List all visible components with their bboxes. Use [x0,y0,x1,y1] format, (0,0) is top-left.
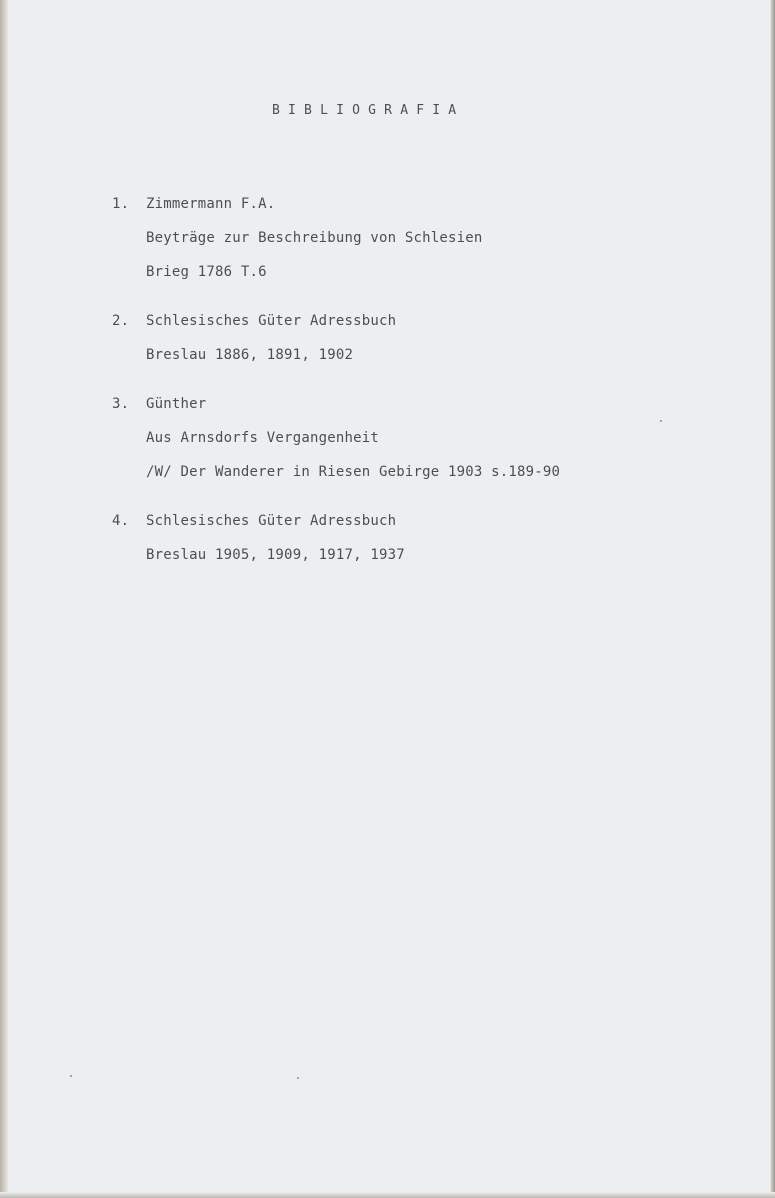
entry-2-title: Schlesisches Güter Adressbuch [146,313,397,329]
entry-1-title: Beyträge zur Beschreibung von Schlesien [146,230,483,246]
page-right-edge [770,0,775,1198]
entry-3-author: Günther [146,396,207,412]
entry-2-number: 2. [112,313,130,329]
paper-speck [70,1075,72,1077]
page-left-edge [0,0,8,1198]
entry-4-number: 4. [112,513,130,529]
entry-3-number: 3. [112,396,130,412]
entry-3-title: Aus Arnsdorfs Vergangenheit [146,430,379,446]
entry-1-publication: Brieg 1786 T.6 [146,264,267,280]
entry-1-author: Zimmermann F.A. [146,196,276,212]
entry-4-title: Schlesisches Güter Adressbuch [146,513,397,529]
entry-2-publication: Breslau 1886, 1891, 1902 [146,347,354,363]
entry-3-source: /W/ Der Wanderer in Riesen Gebirge 1903 s.189-90 [146,464,561,480]
entry-4-publication: Breslau 1905, 1909, 1917, 1937 [146,547,405,563]
page-bottom-edge [0,1192,775,1198]
paper-speck [297,1077,299,1079]
paper-speck [660,420,662,422]
entry-1-number: 1. [112,196,130,212]
page-title: BIBLIOGRAFIA [272,103,465,118]
